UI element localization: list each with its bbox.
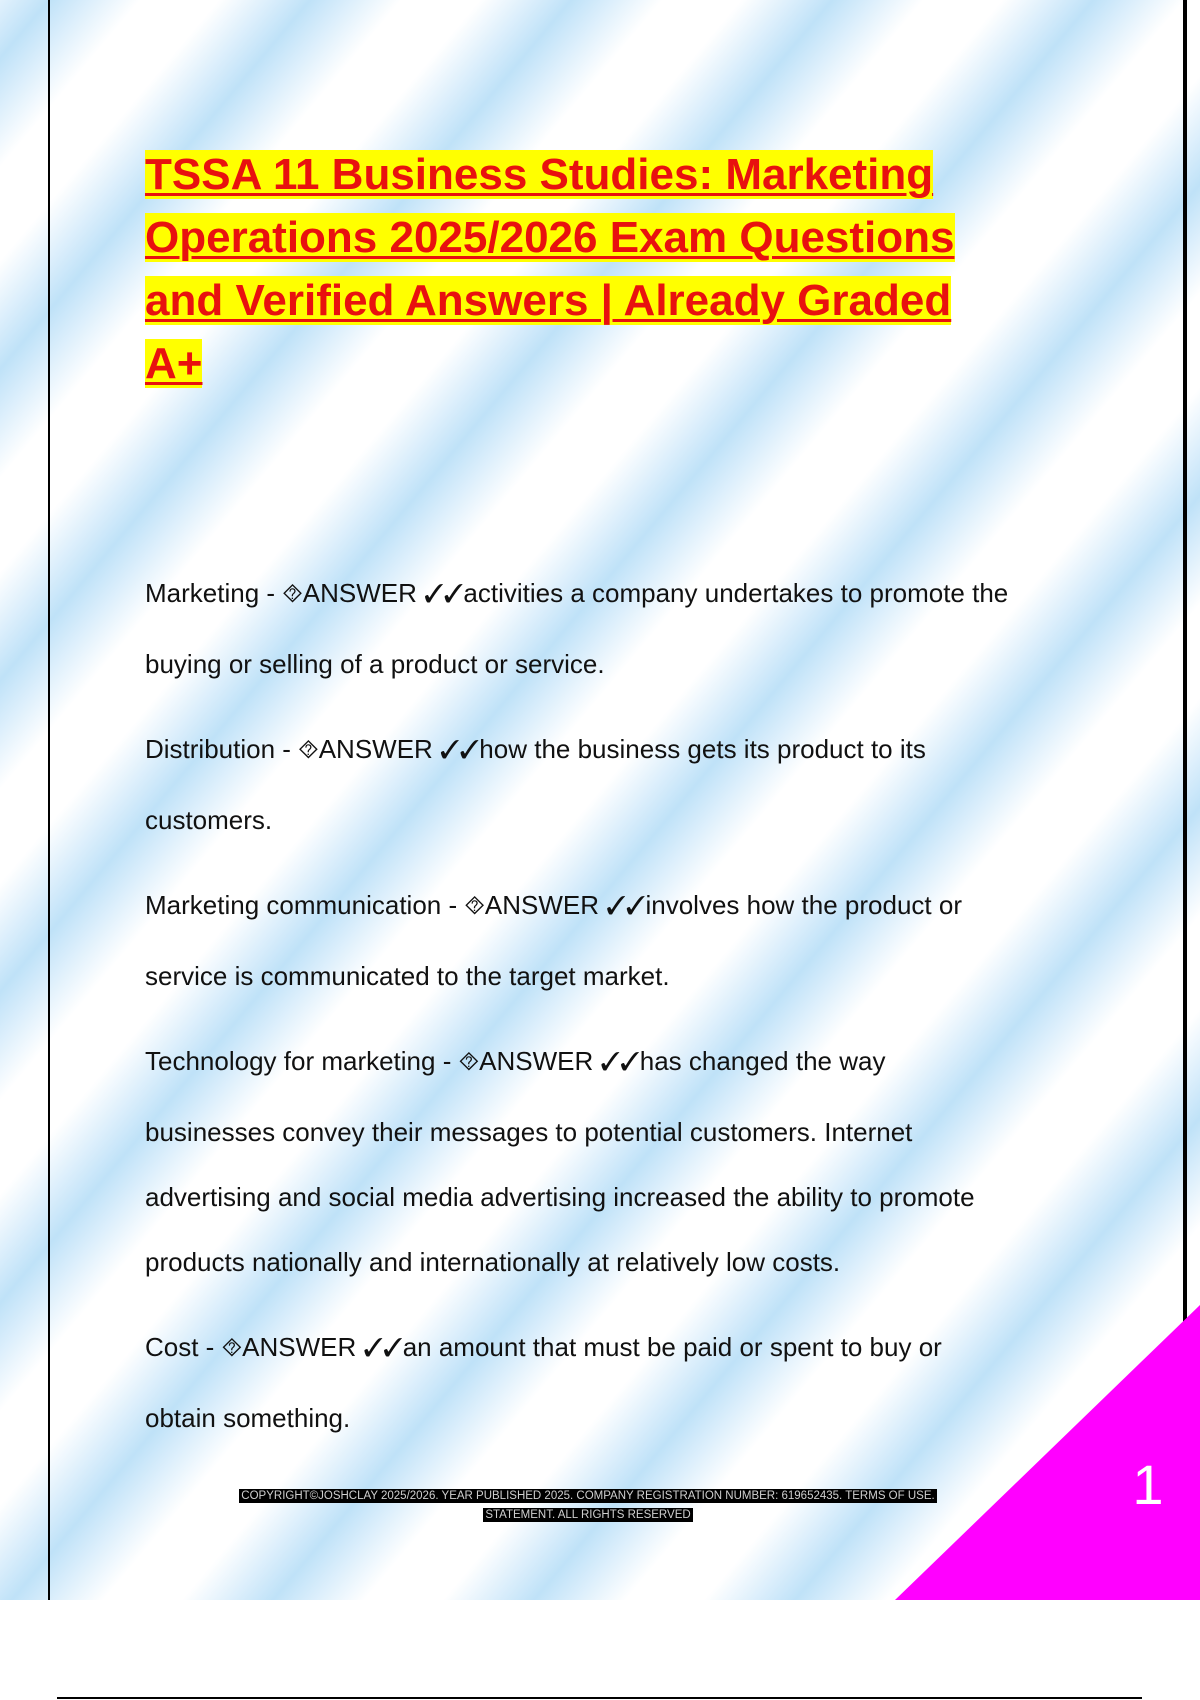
qa-line: buying or selling of a product or service. (145, 649, 605, 679)
title-line-2: Operations 2025/2026 Exam Questions (145, 213, 955, 262)
copyright-footer (178, 1487, 998, 1525)
qa-line: businesses convey their messages to potential customers. Internet (145, 1117, 913, 1147)
qa-line: customers. (145, 805, 273, 835)
document-title (145, 143, 1065, 395)
qa-item-marketing-communication (145, 890, 1085, 991)
title-line-1: TSSA 11 Business Studies: Marketing (145, 150, 934, 199)
qa-line: products nationally and internationally at relatively low costs. (145, 1247, 841, 1277)
qa-line: Marketing communication - ⯑ANSWER ✓✓involves how the product or (145, 890, 962, 920)
qa-line: obtain something. (145, 1403, 351, 1433)
title-line-3: and Verified Answers | Already Graded (145, 276, 952, 325)
qa-line: Distribution - ⯑ANSWER ✓✓how the business gets its product to its (145, 734, 926, 764)
bottom-rule-line (57, 1697, 1142, 1699)
qa-item-distribution (145, 734, 1085, 835)
qa-item-technology-for-marketing (145, 1046, 1085, 1277)
qa-line: Technology for marketing - ⯑ANSWER ✓✓has changed the way (145, 1046, 886, 1076)
qa-line: advertising and social media advertising increased the ability to promote (145, 1182, 975, 1212)
qa-line: Cost - ⯑ANSWER ✓✓an amount that must be paid or spent to buy or (145, 1332, 942, 1362)
copyright-line-1: COPYRIGHT©JOSHCLAY 2025/2026. YEAR PUBLISHED 2025. COMPANY REGISTRATION NUMBER: 619652435. TERMS OF USE. (241, 1490, 935, 1502)
left-border-line (48, 0, 50, 1600)
title-line-4: A+ (145, 339, 203, 388)
copyright-line-2: STATEMENT. ALL RIGHTS RESERVED (485, 1509, 691, 1521)
qa-line: Marketing - ⯑ANSWER ✓✓activities a company undertakes to promote the (145, 578, 1009, 608)
qa-line: service is communicated to the target market. (145, 961, 670, 991)
qa-item-marketing (145, 578, 1085, 679)
page-number: 1 (1132, 1453, 1164, 1516)
